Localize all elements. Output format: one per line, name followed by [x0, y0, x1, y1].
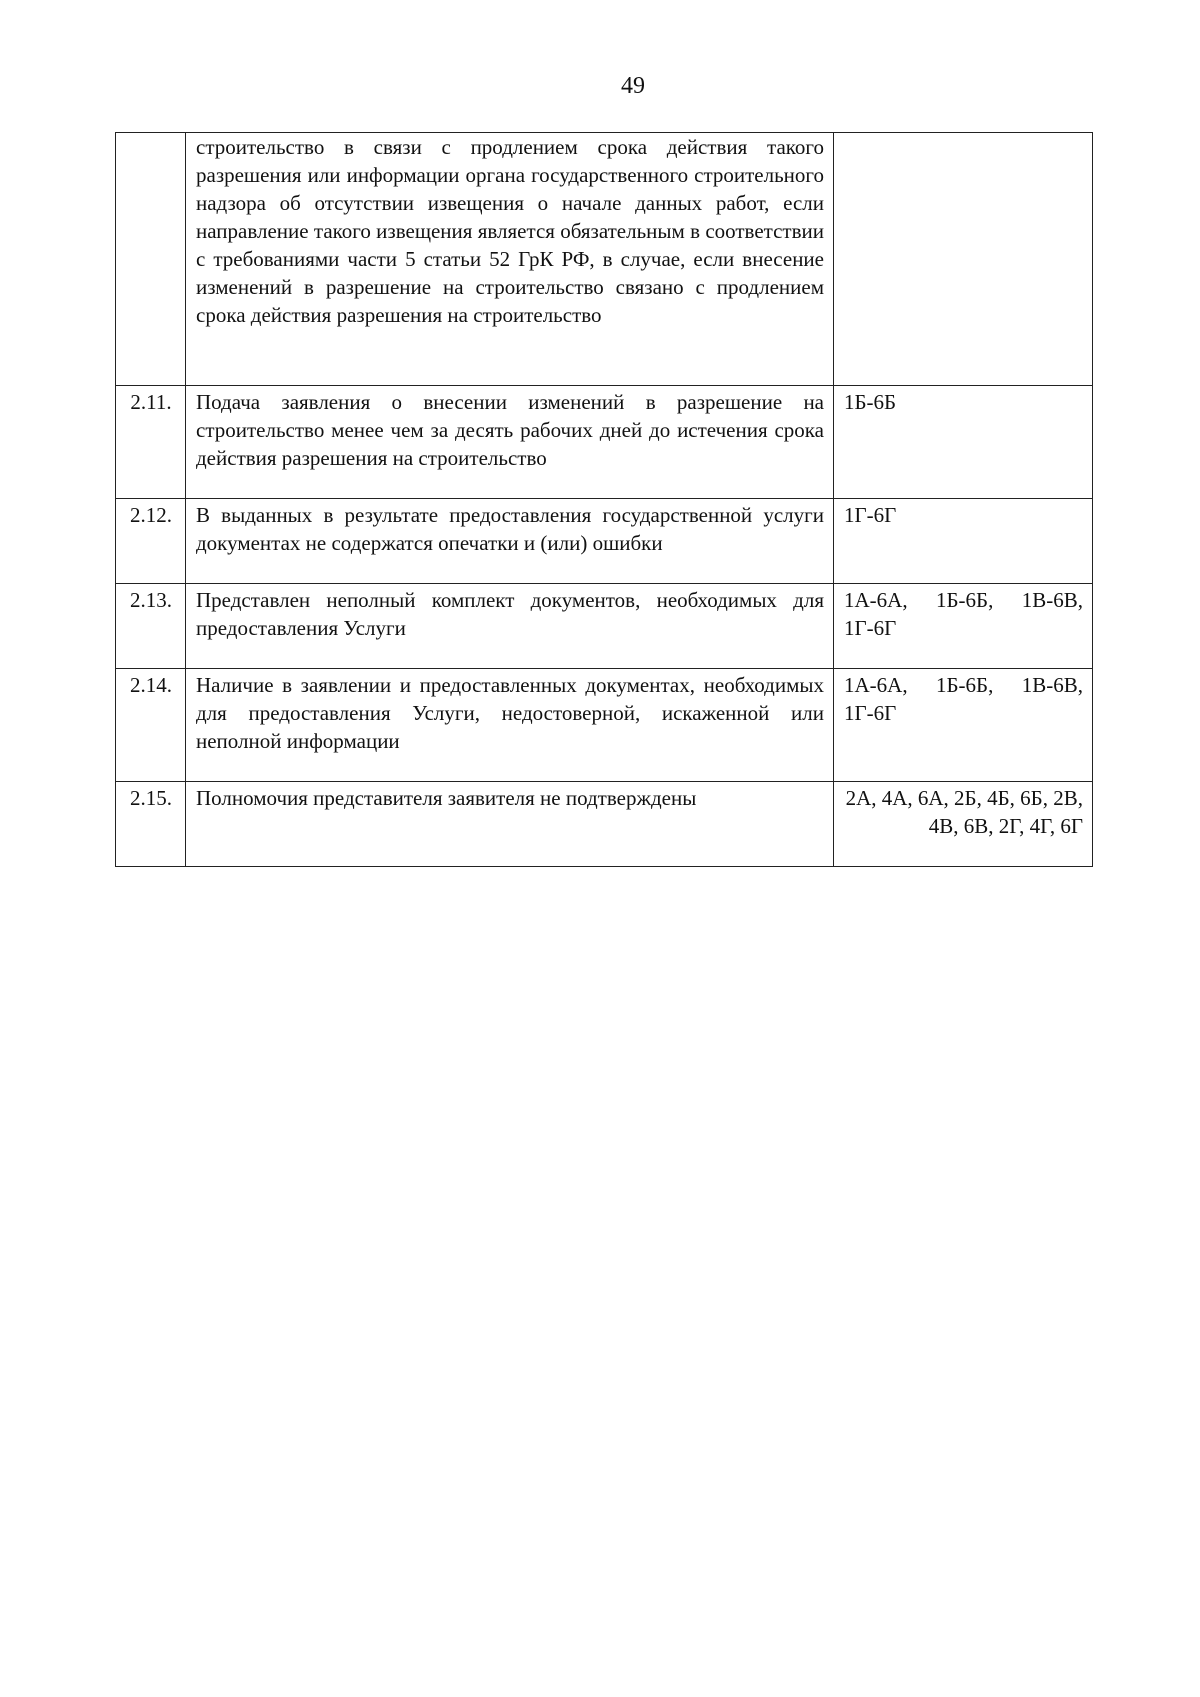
table-row	[116, 386, 1093, 499]
row-description: строительство в связи с продлением срока действия такого разрешения или информации органа государственного строительного надзора об отсутствии извещения о начале данных работ, если направление такого извещения является обязательным в соответствии с требованиями части 5 статьи 52 ГрК РФ, в случае, если внесение изменений в разрешение на строительство связано с продлением срока действия разрешения на строительство	[196, 135, 824, 327]
row-number-cell: 2.14.	[116, 669, 186, 782]
row-description: В выданных в результате предоставления государственной услуги документах не содержатся опечатки и (или) ошибки	[196, 503, 824, 555]
row-number-cell: 2.12.	[116, 499, 186, 584]
row-description-cell	[186, 386, 834, 499]
row-codes-cell: 2А, 4А, 6А, 2Б, 4Б, 6Б, 2В, 4В, 6В, 2Г, 4Г, 6Г	[834, 782, 1093, 867]
row-number-cell: 2.15.	[116, 782, 186, 867]
refusal-grounds-table	[115, 132, 1093, 867]
table-row	[116, 133, 1093, 386]
row-codes-cell: 1А-6А, 1Б-6Б, 1В-6В, 1Г-6Г	[834, 584, 1093, 669]
row-description-cell	[186, 499, 834, 584]
row-codes-cell: 1Г-6Г	[834, 499, 1093, 584]
row-description-cell	[186, 669, 834, 782]
table-row	[116, 499, 1093, 584]
row-description: Представлен неполный комплект документов, необходимых для предоставления Услуги	[196, 588, 824, 640]
row-description: Подача заявления о внесении изменений в разрешение на строительство менее чем за десять рабочих дней до истечения срока действия разрешения на строительство	[196, 390, 824, 470]
row-number-cell	[116, 133, 186, 386]
row-number-cell: 2.13.	[116, 584, 186, 669]
row-codes-cell: 1Б-6Б	[834, 386, 1093, 499]
row-number-cell: 2.11.	[116, 386, 186, 499]
row-description-cell	[186, 782, 834, 867]
row-codes-cell	[834, 133, 1093, 386]
table-row	[116, 669, 1093, 782]
row-description: Полномочия представителя заявителя не подтверждены	[196, 786, 697, 810]
row-description-cell	[186, 133, 834, 386]
row-description-cell	[186, 584, 834, 669]
table-row	[116, 584, 1093, 669]
row-description: Наличие в заявлении и предоставленных документах, необходимых для предоставления Услуги, недостоверной, искаженной или неполной информации	[196, 673, 824, 753]
table-row	[116, 782, 1093, 867]
page-number: 49	[621, 73, 645, 99]
row-codes-cell: 1А-6А, 1Б-6Б, 1В-6В, 1Г-6Г	[834, 669, 1093, 782]
